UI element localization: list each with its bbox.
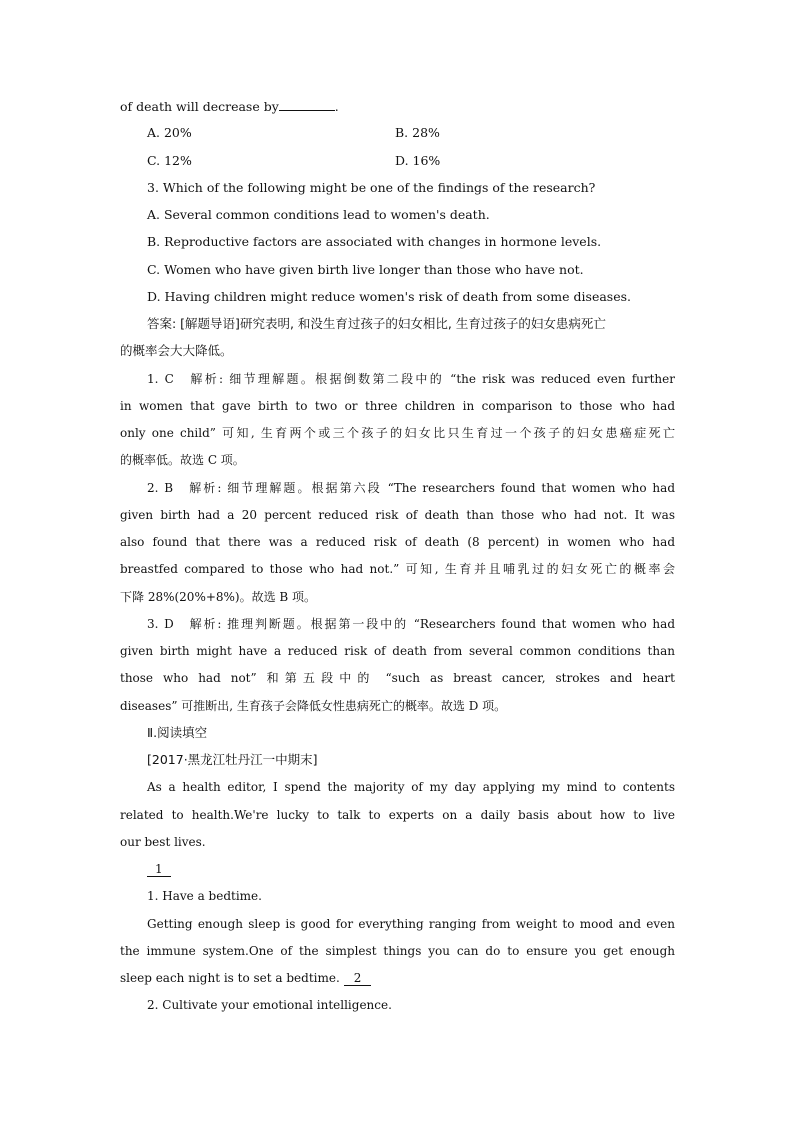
q2-options-row-1 [147,125,675,141]
q3-option-b: B. Reproductive factors are associated with changes in hormone levels. [147,234,602,249]
q2-option-c: C. 12% [147,153,192,168]
q2-options-row-2 [147,153,675,169]
answer-1-line-2: in women that gave birth to two or three children in comparison to those who had [120,399,675,413]
q3-stem: 3. Which of the following might be one of the findings of the research? [147,180,596,195]
q3-option-a: A. Several common conditions lead to women's death. [147,207,490,222]
answer-1-line-3: only one child” 可知, 生育两个或三个孩子的妇女比只生育过一个孩子的妇女患癌症死亡 [120,426,675,440]
blank-2: 2 [344,971,372,986]
answer-3-line-4: diseases” 可推断出, 生育孩子会降低女性患病死亡的概率。故选 D 项。 [120,699,507,713]
q2-stem-period: . [334,99,339,114]
q2-option-a: A. 20% [147,125,192,140]
answer-blank [279,98,335,111]
answer-3-line-3: those who had not” 和第五段中的 “such as breast cancer, strokes and heart [120,671,675,685]
answer-intro-line-2: 的概率会大大降低。 [120,343,233,358]
answer-1-line-1: 1. C 解析: 细节理解题。根据倒数第二段中的 “the risk was reduced even further [147,372,675,386]
blank-1: 1 [147,862,171,877]
passage-item-2: 2. Cultivate your emotional intelligence. [147,998,392,1012]
passage-para-2-line-1: Getting enough sleep is good for everything ranging from weight to mood and even [147,917,675,931]
answer-2-line-3: also found that there was a reduced risk of death (8 percent) in women who had [120,535,675,549]
q2-option-d: D. 16% [395,153,441,168]
passage-para-2-line-3 [120,970,675,986]
section-source: [2017·黑龙江牡丹江一中期末] [147,752,318,767]
section-heading: Ⅱ.阅读填空 [147,725,208,740]
answer-2-line-4: breastfed compared to those who had not.” 可知, 生育并且哺乳过的妇女死亡的概率会 [120,562,675,576]
answer-3-line-1: 3. D 解析: 推理判断题。根据第一段中的 “Researchers found that women who had [147,617,675,631]
answer-3-line-2: given birth might have a reduced risk of death from several common conditions than [120,644,675,658]
answer-2-line-1: 2. B 解析: 细节理解题。根据第六段 “The researchers found that women who had [147,481,675,495]
answer-intro-line-1: 答案: [解题导语]研究表明, 和没生育过孩子的妇女相比, 生育过孩子的妇女患病死亡 [147,316,606,331]
q2-stem-end [120,98,675,115]
passage-para-1-line-3: our best lives. [120,835,206,849]
q3-option-c: C. Women who have given birth live longer than those who have not. [147,262,584,277]
passage-para-1-line-1: As a health editor, I spend the majority of my day applying my mind to contents [147,780,675,794]
passage-para-2-line-3-text: sleep each night is to set a bedtime. [120,971,340,985]
answer-1-line-4: 的概率低。故选 C 项。 [120,453,245,467]
q2-stem-text: of death will decrease by [120,99,279,114]
passage-para-1-line-2: related to health.We're lucky to talk to experts on a daily basis about how to live [120,808,675,822]
answer-2-line-2: given birth had a 20 percent reduced risk of death than those who had not. It was [120,508,675,522]
q3-option-d: D. Having children might reduce women's risk of death from some diseases. [147,289,631,304]
passage-para-2-line-2: the immune system.One of the simplest things you can do to ensure you get enough [120,944,675,958]
passage-item-1: 1. Have a bedtime. [147,889,262,903]
answer-2-line-5: 下降 28%(20%+8%)。故选 B 项。 [120,590,317,604]
q2-option-b: B. 28% [395,125,440,140]
blank-1-row [147,861,675,877]
